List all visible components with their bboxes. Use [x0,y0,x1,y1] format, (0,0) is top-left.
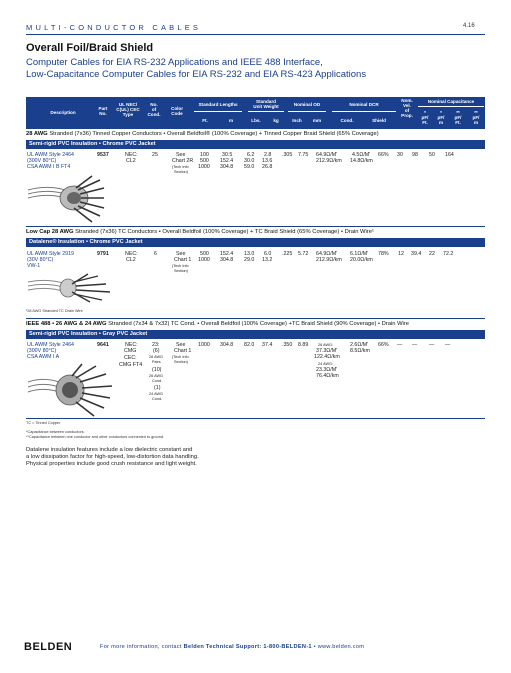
paragraph-line: Physical properties include good crush resistance and light weight. [26,461,197,467]
capacitance-value: — [429,342,435,348]
page-subtitle [26,57,486,80]
weight-lbs: 82.0 [244,342,255,348]
paragraph-line: a low dissipation factor for high-speed, low-distortion data handling. [26,454,199,460]
capacitance-value: 72.2 [443,251,454,257]
capacitance-value: 50 [429,152,435,158]
length-ft: 1000 [198,164,210,170]
color-code: (Tech Info [172,165,189,169]
dcr-conductor: 76.4Ω/km [316,373,339,379]
header-rule [26,34,485,35]
datalene-paragraph [26,447,326,468]
weight-kg: 26.8 [262,164,273,170]
dcr-shield: 8.5Ω/km [350,348,370,354]
cec-type: CEC: [124,355,137,361]
length-ft: 1000 [198,257,210,263]
desc-line: CSA AWM I A [27,354,60,360]
page-title: Overall Foil/Braid Shield [26,42,154,54]
cable-image-1 [26,172,106,224]
length-ft: 100 [200,152,209,158]
col-description: Description [50,110,76,115]
od-inch: .350 [282,342,293,348]
length-m: 30.5 [222,152,233,158]
color-code: Section) [174,170,188,174]
dcr-shield: 14.8Ω/km [350,158,373,164]
desc-line: (300V 80°C) [27,158,57,164]
od-mm: 7.75 [298,152,309,158]
col-cap-3: ** pF/ Ft. [454,110,462,125]
color-code: See [176,251,186,257]
dcr-conductor: 64.9Ω/M' [316,152,338,158]
col-od-inch: Inch [292,118,302,123]
nec-type: CL2 [126,257,136,263]
col-weight-kg: kg [273,118,279,123]
section-title-1: 28 AWG Stranded (7x36) Tinned Copper Conductors • Overall Beldfoil® (100% Coverage) + Tinned Copper Braid Shield (65% Coverage) [26,131,379,137]
section-divider [26,226,485,227]
jacket-bar-1: Semi-rigid PVC Insulation • Chrome PVC Jacket [26,140,485,149]
col-part-no: Part No. [98,106,108,116]
desc-line: (300V 80°C) [27,348,57,354]
length-ft: 500 [200,251,209,257]
desc-line: UL AWM Style 2464 [27,152,75,158]
conductor-detail: 26 AWG [149,374,163,378]
capacitance-value: — [445,342,451,348]
subtitle-line-2: Low-Capacitance Computer Cables for EIA RS-232 and EIA RS-423 Applications [26,68,367,80]
weight-lbs: 59.0 [244,164,255,170]
dcr-conductor: 212.9Ω/km [316,158,342,164]
od-inch: .305 [282,152,293,158]
dcr-conductor: 64.9Ω/M' [316,251,338,257]
velocity-of-propagation: 66% [378,342,389,348]
paragraph-line: Datalene insulation features include a low dielectric constant and [26,447,193,453]
col-vel-prop: Nom. Vel. of Prop. [401,98,413,118]
col-cap-4: ** pF/ m [472,110,480,125]
belden-logo: BELDEN [24,641,73,653]
page-number: 4.16 [463,23,475,29]
dcr-conductor: 122.4Ω/km [314,354,340,360]
col-no-cond: No. of Cond. [147,102,161,117]
col-color-code: Color Code [171,106,183,116]
col-nominal-dcr: Nominal DCR [349,102,379,107]
capacitance-value: 12 [398,251,404,257]
color-code: See [176,342,186,348]
col-dcr-shield: Shield [372,118,386,123]
conductor-detail: Pairs [152,360,161,364]
col-weight-lbs: Lbs. [251,118,261,123]
note-capacitance-conductors: *Capacitance between conductors. [26,430,85,434]
dcr-shield: 20.0Ω/km [350,257,373,263]
footer-contact: For more information, contact Belden Technical Support: 1-800-BELDEN-1 • www.belden.com [100,644,365,650]
conductor-count: 23: [152,342,160,348]
part-number: 9641 [97,342,109,348]
conductor-count: 25 [152,152,158,158]
col-nominal-capacitance: Nominal Capacitance [427,99,475,104]
jacket-bar-3: Semi-rigid PVC Insulation • Gray PVC Jacket [26,330,485,339]
footnote-drain-wire: ¹28 AWG Stranded TC Drain Wire [26,309,83,313]
conductor-detail: Cond. [152,379,163,383]
section-title-2: Low Cap 28 AWG Stranded (7x36) TC Conductors • Overall Beldfoil (100% Coverage) + TC Braid Shield (65% Coverage) • Drain Wire¹ [26,229,374,235]
col-unit-weight: Standard Unit Weight [253,99,279,109]
color-code: Chart 1 [174,348,192,354]
desc-line: UL AWM Style 2464 [27,342,75,348]
section-divider [26,418,485,419]
color-code: (Tech Info [172,264,189,268]
length-m: 152.4 [220,251,234,257]
weight-lbs: 6.2 [247,152,255,158]
nec-type: CMG [124,348,137,354]
part-number: 9791 [97,251,109,257]
length-ft: 1000 [198,342,210,348]
weight-kg: 13.2 [262,257,273,263]
color-code: Section) [174,269,188,273]
desc-line: UL AWM Style 2919 [27,251,75,257]
weight-kg: 2.8 [264,152,272,158]
subtitle-line-1: Computer Cables for EIA RS-232 Applications and IEEE 488 Interface, [26,57,323,68]
capacitance-value: 164 [445,152,454,158]
dcr-shield: 6.1Ω/M' [350,251,369,257]
dcr-label: 26 AWG: [318,343,334,347]
capacitance-value: 30 [397,152,403,158]
category-header: MULTI-CONDUCTOR CABLES [26,23,202,32]
table-header [26,97,485,129]
section-title-3: IEEE 488 • 26 AWG & 24 AWG Stranded (7x34 & 7x32) TC Cond. • Overall Beldfoil (100% Coverage) +TC Braid Shield (90% Coverage) • Drain Wire [26,321,409,327]
dcr-conductor: 23.3Ω/M' [316,367,338,373]
od-inch: .225 [282,251,293,257]
note-tinned-copper: TC = Tinned Copper [26,421,61,425]
velocity-of-propagation: 66% [378,152,389,158]
weight-kg: 37.4 [262,342,273,348]
color-code: Section) [174,360,188,364]
length-m: 304.8 [220,164,234,170]
color-code: (Tech Info [172,355,189,359]
cable-image-2 [26,270,116,306]
nec-type: NEC: [125,152,138,158]
length-ft: 500 [200,158,209,164]
col-dcr-cond: Cond. [340,118,354,123]
dcr-conductor: 212.9Ω/km [316,257,342,263]
nec-type: CL2 [126,158,136,164]
capacitance-value: — [412,342,418,348]
col-length-m: m [228,118,234,123]
od-mm: 8.89 [298,342,309,348]
conductor-detail: (1) [154,385,161,391]
dcr-label: 24 AWG: [318,362,334,366]
capacitance-value: 98 [412,152,418,158]
col-cap-2: * pF/ m [437,110,445,125]
weight-lbs: 30.0 [244,158,255,164]
col-cap-1: * pF/ Ft. [421,110,429,125]
col-od-mm: mm [312,118,322,123]
section-divider [26,318,485,319]
weight-lbs: 13.0 [244,251,255,257]
conductor-detail: (10) [152,367,162,373]
weight-lbs: 29.0 [244,257,255,263]
conductor-detail: Cond. [152,397,163,401]
col-ul-nec: UL NEC/ C(UL) CEC Type [116,102,140,117]
capacitance-value: 39.4 [411,251,422,257]
capacitance-value: — [397,342,403,348]
cec-type: CMG FT4 [119,362,143,368]
length-m: 304.8 [220,342,234,348]
nec-type: NEC: [125,251,138,257]
part-number: 9537 [97,152,109,158]
conductor-detail: (6) [153,348,160,354]
jacket-bar-2: Datalene® Insulation • Chrome PVC Jacket [26,238,485,247]
length-m: 304.8 [220,257,234,263]
col-nominal-od: Nominal OD [293,102,321,107]
weight-kg: 13.6 [262,158,273,164]
desc-line: VW-1 [27,263,41,269]
weight-kg: 6.0 [264,251,272,257]
length-m: 152.4 [220,158,234,164]
color-code: See [176,152,186,158]
conductor-detail: 26 AWG [149,355,163,359]
dcr-conductor: 37.3Ω/M' [316,348,338,354]
desc-line: (30V 80°C) [27,257,54,263]
cable-image-3 [26,362,116,418]
velocity-of-propagation: 78% [378,251,389,257]
col-standard-lengths: Standard Lengths [198,102,238,107]
note-capacitance-ground: **Capacitance between one conductor and other conductors connected to ground. [26,435,165,439]
color-code: Chart 1 [174,257,192,263]
desc-line: CSA AWM I B FT4 [27,164,71,170]
color-code: Chart 2R [172,158,194,164]
conductor-count: 6 [154,251,157,257]
nec-type: NEC: [125,342,138,348]
dcr-shield: 4.5Ω/M' [352,152,371,158]
col-length-ft: Ft. [202,118,208,123]
conductor-detail: 24 AWG [149,392,163,396]
capacitance-value: 22 [429,251,435,257]
dcr-shield: 2.6Ω/M' [350,342,369,348]
od-mm: 5.72 [298,251,309,257]
